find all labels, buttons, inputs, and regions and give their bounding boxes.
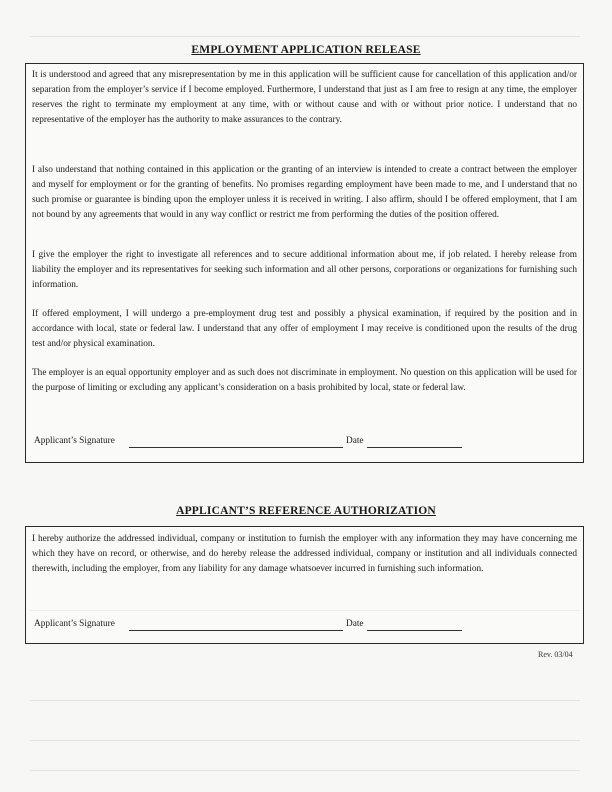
release-date-label: Date bbox=[346, 436, 364, 446]
release-paragraph-no-contract: I also understand that nothing contained in this application or the granting of an interview is intended to create a contract between the employer and myself for employment or for the granting of benefits. No promises regarding employment have been made to me, and I understand that no such promise or guarantee is binding upon the employer unless it is received in writing. I also affirm, should I be offered employment, that I am not bound by any agreements that would in any way conflict or restrict me from performing the duties of the position offered. bbox=[32, 165, 577, 220]
bleed-through-line bbox=[30, 740, 580, 741]
release-paragraph-references: I give the employer the right to investigate all references and to secure additional information about me, if job related. I hereby release from liability the employer and its representatives for seeking such information and all other persons, corporations or organizations for furnishing such information. bbox=[32, 250, 577, 290]
bleed-through-line bbox=[30, 770, 580, 771]
revision-number: Rev. 03/04 bbox=[538, 650, 573, 659]
bleed-through-decoration bbox=[250, 16, 256, 37]
reference-signature-label: Applicant’s Signature bbox=[34, 619, 115, 629]
bleed-through-line bbox=[30, 700, 580, 701]
reference-signature-field[interactable] bbox=[129, 630, 343, 631]
release-paragraph-equal-opportunity: The employer is an equal opportunity employer and as such does not discriminate in employment. No question on this application will be used for the purpose of limiting or excluding any applicant’s consideration on a basis prohibited by local, state or federal law. bbox=[32, 368, 577, 393]
bleed-through-line bbox=[30, 36, 580, 37]
release-signature-field[interactable] bbox=[129, 447, 343, 448]
release-date-field[interactable] bbox=[367, 447, 462, 448]
reference-date-field[interactable] bbox=[367, 630, 462, 631]
reference-date-label: Date bbox=[346, 619, 364, 629]
release-box bbox=[25, 63, 584, 463]
release-paragraph-misrepresentation: It is understood and agreed that any misrepresentation by me in this application will be sufficient cause for cancellation of this application and/or separation from the employer’s service if I become employed. Furthermore, I understand that just as I am free to resign at any time, the employer reserves the right to terminate my employment at any time, with or without cause and with or without prior notice. I understand that no representative of the employer has the authority to make assurances to the contrary. bbox=[32, 70, 577, 125]
reference-paragraph: I hereby authorize the addressed individual, company or institution to furnish the employer with any information they may have concerning me which they have on record, or otherwise, and do hereby release the addressed individual, company or institution and all individuals connected therewith, including the employer, from any liability for any damage whatsoever incurred in furnishing such information. bbox=[32, 534, 577, 574]
reference-box bbox=[25, 526, 584, 644]
release-signature-label: Applicant’s Signature bbox=[34, 436, 115, 446]
release-paragraph-drug-test: If offered employment, I will undergo a pre-employment drug test and possibly a physical examination, if required by the position and in accordance with local, state or federal law. I understand that any offer of employment I may receive is conditioned upon the results of the drug test and/or physical examination. bbox=[32, 309, 577, 349]
release-title: EMPLOYMENT APPLICATION RELEASE bbox=[191, 44, 421, 56]
reference-title: APPLICANT’S REFERENCE AUTHORIZATION bbox=[176, 505, 436, 517]
